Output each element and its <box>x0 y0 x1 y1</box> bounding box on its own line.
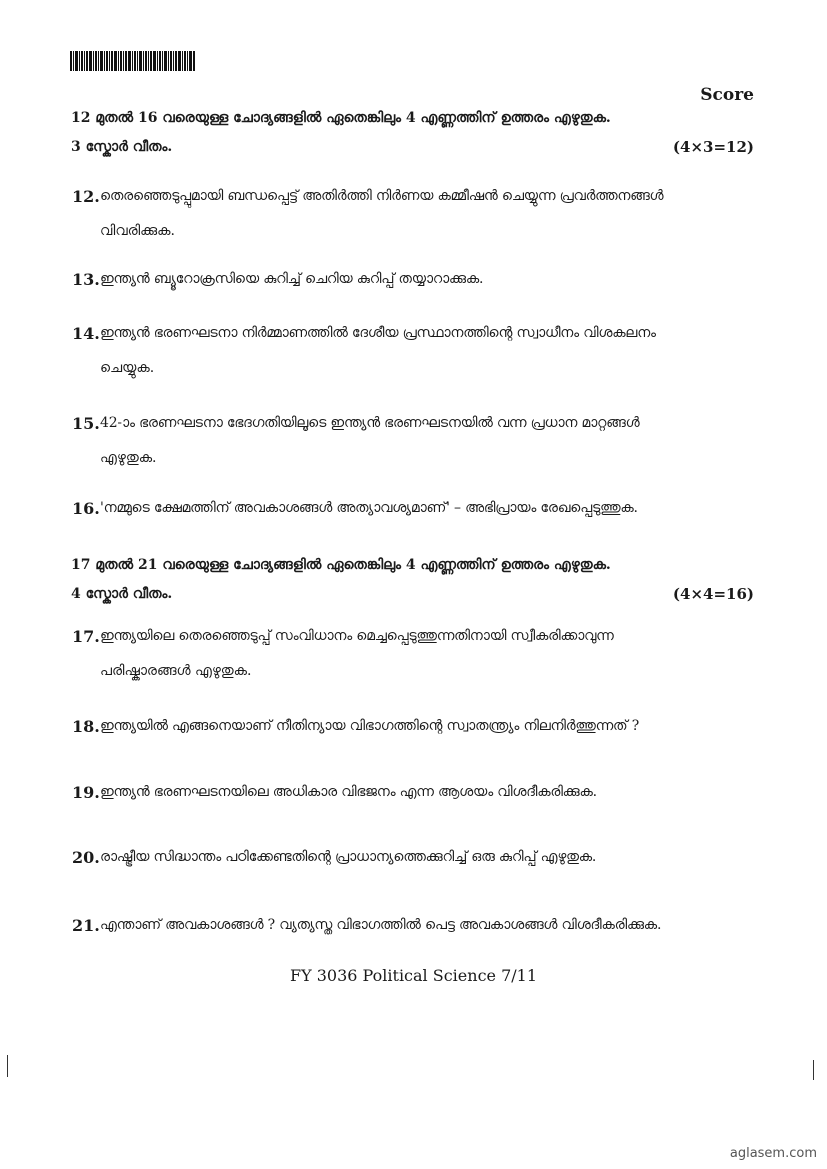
watermark-text: aglasem.com <box>729 1146 817 1161</box>
question-text-line1: ഇന്ത്യയിൽ എങ്ങനെയാണ് നീതിന്യായ വിഭാഗത്തിന്റെ സ്വാതന്ത്ര്യം നിലനിർത്തുന്നത് ? <box>100 718 640 734</box>
question-number: 12. <box>72 187 100 206</box>
scan-margin-mark-right <box>813 1060 814 1080</box>
question-21 <box>72 908 762 943</box>
question-number: 16. <box>72 499 100 518</box>
section-a-instruction-line1: 12 മുതൽ 16 വരെയുള്ള ചോദ്യങ്ങളിൽ ഏതെങ്കിലും 4 എണ്ണത്തിന് ഉത്തരം എഴുതുക. <box>71 110 611 126</box>
question-12 <box>72 179 762 249</box>
question-number: 17. <box>72 627 100 646</box>
question-number: 15. <box>72 414 100 433</box>
question-20 <box>72 840 762 875</box>
section-a-instruction-line2: 3 സ്കോർ വീതം. <box>71 139 173 155</box>
question-text-line1: ഇന്ത്യൻ ഭരണഘടനാ നിർമ്മാണത്തിൽ ദേശീയ പ്രസ്ഥാനത്തിന്റെ സ്വാധീനം വിശകലനം <box>100 325 656 341</box>
question-13 <box>72 262 762 297</box>
section-a-instruction <box>71 104 761 162</box>
question-text-line1: രാഷ്ട്രീയ സിദ്ധാന്തം പഠിക്കേണ്ടതിന്റെ പ്രാധാന്യത്തെക്കുറിച്ച് ഒരു കുറിപ്പ് എഴുതുക. <box>100 849 597 865</box>
section-b-instruction <box>71 551 761 609</box>
question-number: 21. <box>72 916 100 935</box>
question-text-line2: പരിഷ്കാരങ്ങൾ എഴുതുക. <box>100 663 252 679</box>
question-text-line1: 42-ാം ഭരണഘടനാ ഭേദഗതിയിലൂടെ ഇന്ത്യൻ ഭരണഘടനയിൽ വന്ന പ്രധാന മാറ്റങ്ങൾ <box>100 415 640 431</box>
question-18 <box>72 709 762 744</box>
scan-margin-mark-left <box>7 1055 8 1077</box>
question-number: 19. <box>72 783 100 802</box>
question-text-line2: എഴുതുക. <box>100 450 157 466</box>
page-footer: FY 3036 Political Science 7/11 <box>289 966 538 985</box>
section-b-instruction-line1: 17 മുതൽ 21 വരെയുള്ള ചോദ്യങ്ങളിൽ ഏതെങ്കിലും 4 എണ്ണത്തിന് ഉത്തരം എഴുതുക. <box>71 557 611 573</box>
section-a-marks: (4×3=12) <box>672 138 754 156</box>
question-number: 13. <box>72 270 100 289</box>
question-text-line1: ഇന്ത്യൻ ബ്യൂറോക്രസിയെ കുറിച്ച് ചെറിയ കുറിപ്പ് തയ്യാറാക്കുക. <box>100 271 484 287</box>
score-column-label: Score <box>700 85 754 105</box>
question-16 <box>72 491 762 526</box>
question-number: 20. <box>72 848 100 867</box>
question-text-line2: ചെയ്യുക. <box>100 360 155 376</box>
question-number: 18. <box>72 717 100 736</box>
question-19 <box>72 775 762 810</box>
question-14 <box>72 316 762 386</box>
question-text-line1: ഇന്ത്യയിലെ തെരഞ്ഞെടുപ്പ് സംവിധാനം മെച്ചപ്പെടുത്തുന്നതിനായി സ്വീകരിക്കാവുന്ന <box>100 628 614 644</box>
question-text-line2: വിവരിക്കുക. <box>100 223 175 239</box>
question-text-line1: ഇന്ത്യൻ ഭരണഘടനയിലെ അധികാര വിഭജനം എന്ന ആശയം വിശദീകരിക്കുക. <box>100 784 597 800</box>
barcode-image <box>70 51 196 71</box>
question-15 <box>72 406 762 476</box>
section-b-instruction-line2: 4 സ്കോർ വീതം. <box>71 586 173 602</box>
section-b-marks: (4×4=16) <box>672 585 754 603</box>
question-17 <box>72 619 762 689</box>
question-text-line1: 'നമ്മുടെ ക്ഷേമത്തിന് അവകാശങ്ങൾ അത്യാവശ്യമാണ്' – അഭിപ്രായം രേഖപ്പെടുത്തുക. <box>100 500 638 516</box>
question-text-line1: തെരഞ്ഞെടുപ്പുമായി ബന്ധപ്പെട്ട് അതിർത്തി നിർണയ കമ്മീഷൻ ചെയ്യുന്ന പ്രവർത്തനങ്ങൾ <box>100 188 664 204</box>
question-number: 14. <box>72 324 100 343</box>
question-text-line1: എന്താണ് അവകാശങ്ങൾ ? വ്യത്യസ്ത വിഭാഗത്തിൽ പെട്ട അവകാശങ്ങൾ വിശദീകരിക്കുക. <box>100 917 662 933</box>
